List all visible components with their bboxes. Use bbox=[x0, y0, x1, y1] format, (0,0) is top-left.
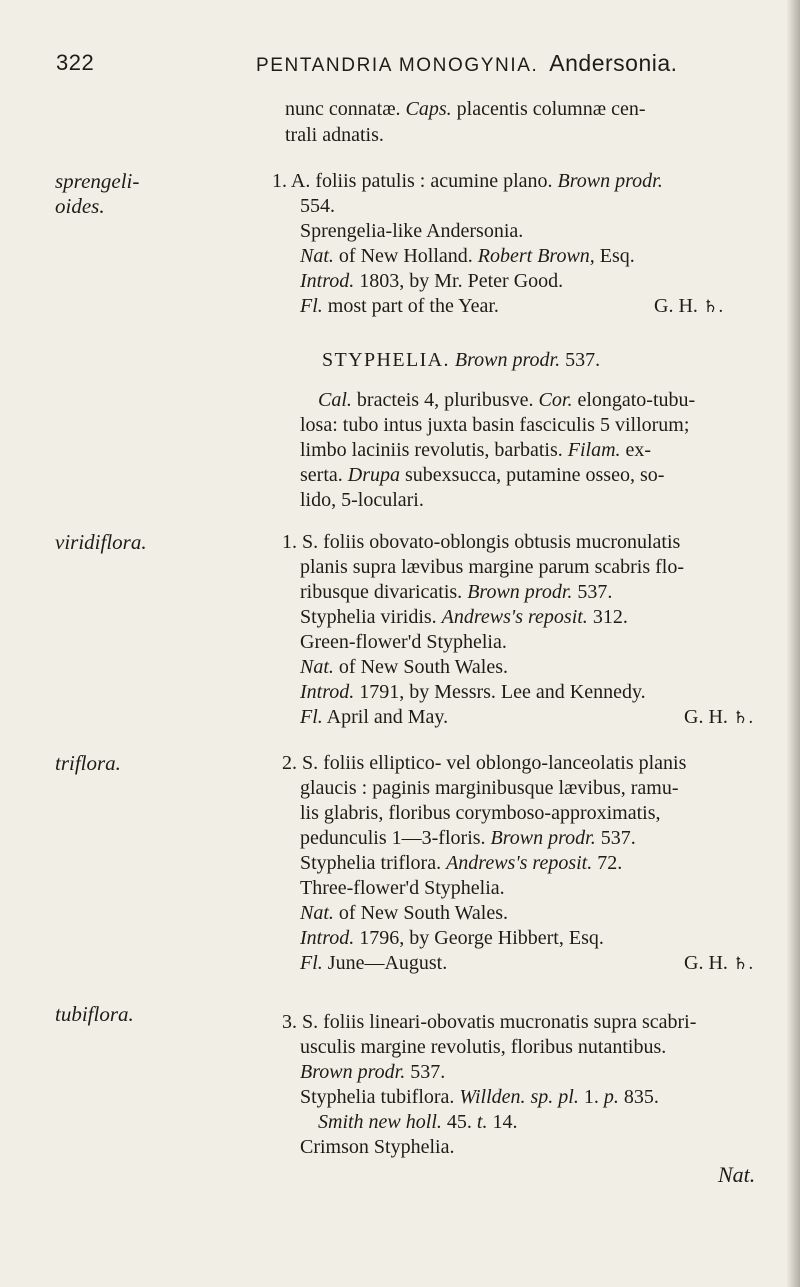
genus-character: serta. Drupa subexsucca, putamine osseo, so- bbox=[300, 464, 665, 486]
catchword: Nat. bbox=[718, 1162, 756, 1187]
page-number: 322 bbox=[56, 50, 95, 75]
species-diagnosis: pedunculis 1—3-floris. Brown prodr. 537. bbox=[300, 827, 636, 849]
intro-line-1: nunc connatæ. Caps. placentis columnæ cen- bbox=[285, 98, 646, 120]
page-edge-shadow bbox=[786, 0, 800, 1287]
genus-character: lido, 5-loculari. bbox=[300, 489, 424, 511]
reference-line: Styphelia viridis. Andrews's reposit. 312. bbox=[300, 606, 628, 628]
habitat-code: G. H. ♄. bbox=[654, 295, 724, 317]
native-line: Nat. of New Holland. Robert Brown, Esq. bbox=[300, 245, 635, 267]
common-name: Green-flower'd Styphelia. bbox=[300, 631, 507, 653]
running-genus: Andersonia. bbox=[549, 50, 678, 76]
species-diagnosis: Brown prodr. 537. bbox=[300, 1061, 446, 1083]
page-header bbox=[56, 50, 746, 80]
shrub-symbol-icon: ♄. bbox=[732, 954, 754, 974]
margin-species-name: oides. bbox=[55, 194, 105, 218]
genus-heading: STYPHELIA. Brown prodr. 537. bbox=[322, 349, 601, 371]
genus-character: Cal. bracteis 4, pluribusve. Cor. elongato-tubu- bbox=[318, 389, 696, 411]
reference-line: Styphelia tubiflora. Willden. sp. pl. 1. p. 835. bbox=[300, 1086, 659, 1108]
species-diagnosis: 1. A. foliis patulis : acumine plano. Brown prodr. bbox=[272, 170, 663, 192]
margin-species-name: viridiflora. bbox=[55, 530, 147, 554]
common-name: Three-flower'd Styphelia. bbox=[300, 877, 505, 899]
introduction-line: Introd. 1803, by Mr. Peter Good. bbox=[300, 270, 564, 292]
species-diagnosis: glaucis : paginis marginibusque lævibus, ramu- bbox=[300, 777, 679, 799]
running-title bbox=[256, 50, 678, 77]
margin-species-name: sprengeli- bbox=[55, 169, 140, 193]
species-diagnosis: planis supra lævibus margine parum scabris flo- bbox=[300, 556, 685, 578]
reference-line: Styphelia triflora. Andrews's reposit. 72. bbox=[300, 852, 623, 874]
species-diagnosis: lis glabris, floribus corymboso-approximatis, bbox=[300, 802, 661, 824]
species-diagnosis: 1. S. foliis obovato-oblongis obtusis mucronulatis bbox=[282, 531, 681, 553]
genus-character: losa: tubo intus juxta basin fasciculis 5 villorum; bbox=[300, 414, 690, 436]
species-diagnosis: ribusque divaricatis. Brown prodr. 537. bbox=[300, 581, 613, 603]
species-diagnosis: 2. S. foliis elliptico- vel oblongo-lanceolatis planis bbox=[282, 752, 687, 774]
shrub-symbol-icon: ♄. bbox=[702, 297, 724, 317]
species-diagnosis: usculis margine revolutis, floribus nutantibus. bbox=[300, 1036, 667, 1058]
introduction-line: Introd. 1796, by George Hibbert, Esq. bbox=[300, 927, 604, 949]
flowering-line: Fl. most part of the Year. bbox=[300, 295, 499, 317]
margin-species-name: tubiflora. bbox=[55, 1002, 134, 1026]
reference-line: 554. bbox=[300, 195, 335, 217]
common-name: Crimson Styphelia. bbox=[300, 1136, 455, 1158]
flowering-line: Fl. June—August. bbox=[300, 952, 448, 974]
common-name: Sprengelia-like Andersonia. bbox=[300, 220, 524, 242]
habitat-code: G. H. ♄. bbox=[684, 706, 754, 728]
margin-species-name: triflora. bbox=[55, 751, 121, 775]
intro-line-2: trali adnatis. bbox=[285, 124, 384, 146]
shrub-symbol-icon: ♄. bbox=[732, 708, 754, 728]
reference-line: Smith new holl. 45. t. 14. bbox=[318, 1111, 518, 1133]
habitat-code: G. H. ♄. bbox=[684, 952, 754, 974]
species-diagnosis: 3. S. foliis lineari-obovatis mucronatis supra scabri- bbox=[282, 1011, 697, 1033]
introduction-line: Introd. 1791, by Messrs. Lee and Kennedy. bbox=[300, 681, 646, 703]
running-title-text: PENTANDRIA MONOGYNIA. bbox=[256, 55, 539, 76]
native-line: Nat. of New South Wales. bbox=[300, 656, 509, 678]
genus-character: limbo laciniis revolutis, barbatis. Filam. ex- bbox=[300, 439, 652, 461]
flowering-line: Fl. April and May. bbox=[300, 706, 449, 728]
native-line: Nat. of New South Wales. bbox=[300, 902, 509, 924]
